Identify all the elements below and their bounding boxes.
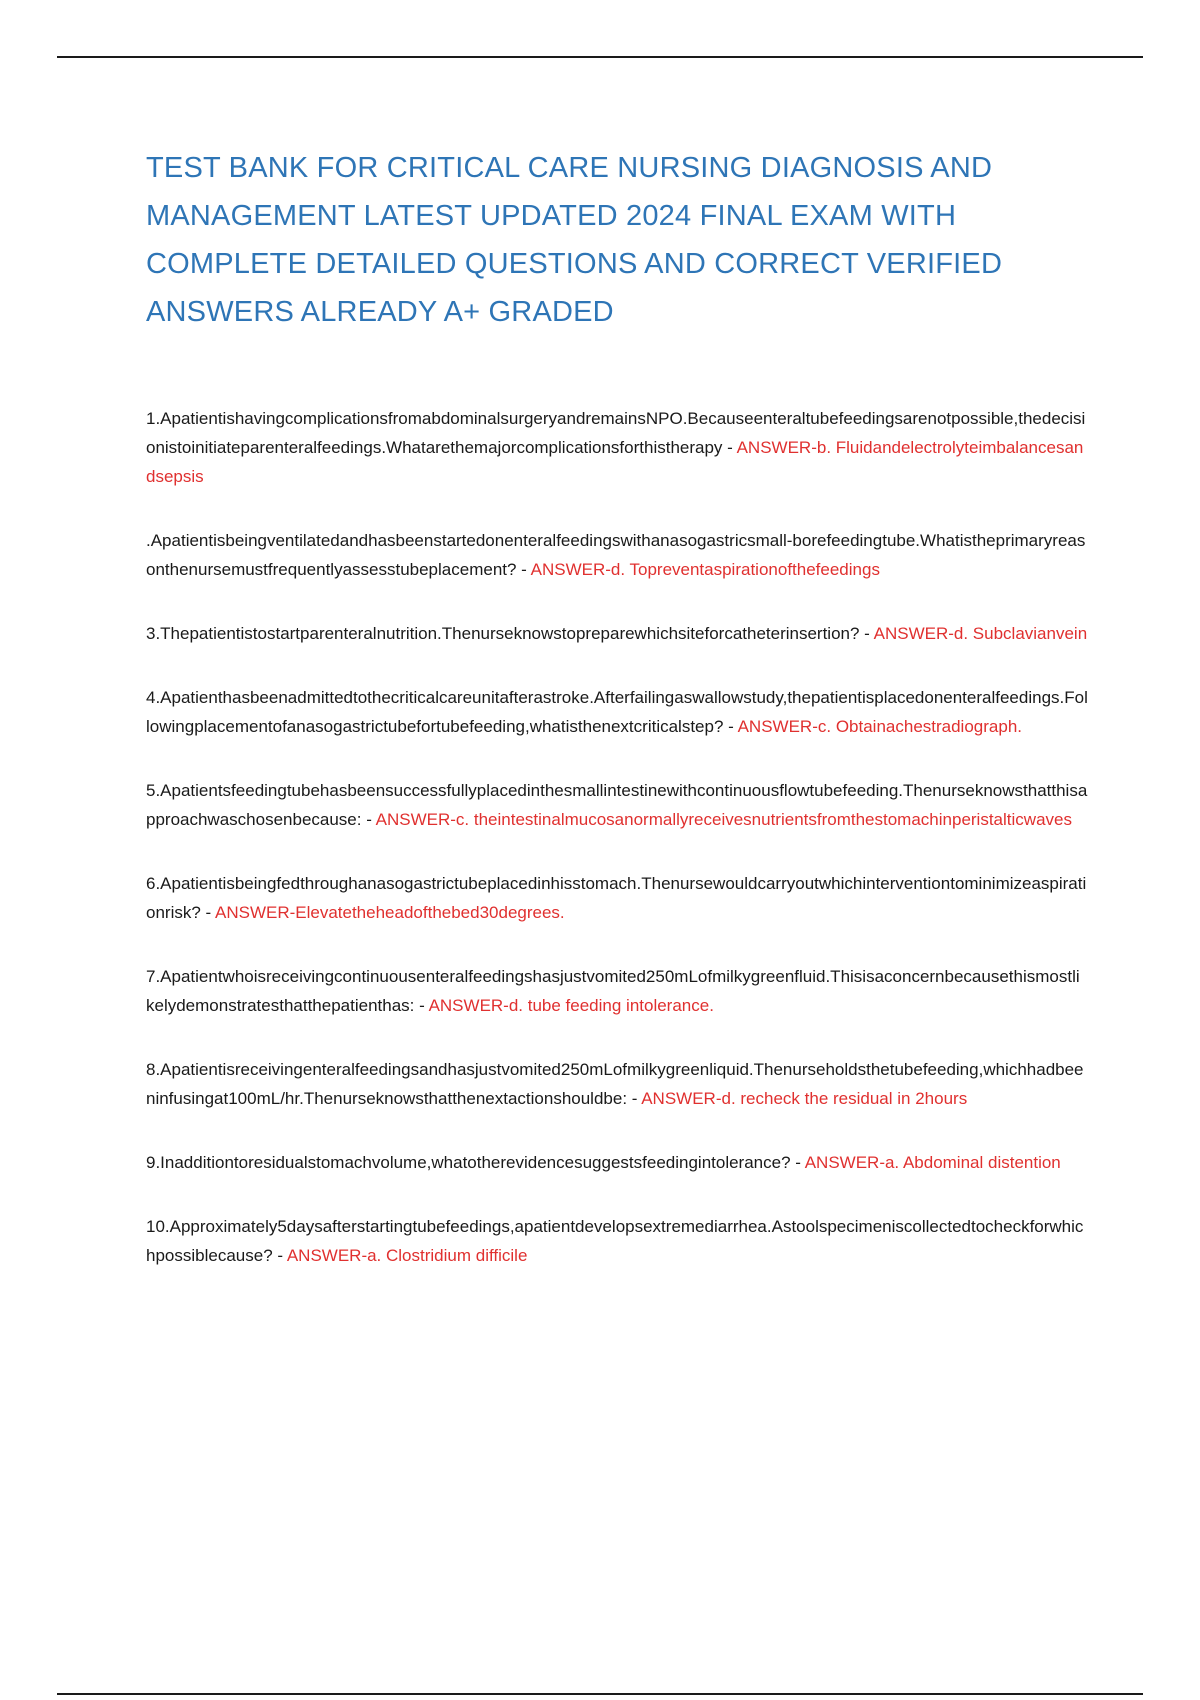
question-text: 5.Apatientsfeedingtubehasbeensuccessfullyplacedinthesmallintestinewithcontinuousflowtubefeeding.Thenurseknowsthatthisapproachwaschosenbecause: - <box>146 781 1088 829</box>
question-item-9 <box>146 1148 1088 1177</box>
question-item-3 <box>146 619 1088 648</box>
top-rule <box>57 56 1143 58</box>
answer-text: ANSWER-d. Subclavianvein <box>873 624 1088 643</box>
question-text: 1.ApatientishavingcomplicationsfromabdominalsurgeryandremainsNPO.Becauseenteraltubefeedingsarenotpossible,thedecisionistoinitiateparenteralfeedings.Whatarethemajorcomplicationsforthistherapy - <box>146 409 1086 457</box>
answer-text: ANSWER-a. Clostridium difficile <box>286 1246 528 1265</box>
question-text: 7.Apatientwhoisreceivingcontinuousenteralfeedingshasjustvomited250mLofmilkygreenfluid.Thisisaconcernbecausethismostlikelydemonstratesthatthepatienthas: - <box>146 967 1080 1015</box>
question-item-8 <box>146 1055 1088 1113</box>
question-item-5 <box>146 776 1088 834</box>
question-item-6 <box>146 869 1088 927</box>
question-item-7 <box>146 962 1088 1020</box>
answer-text: ANSWER-d. Topreventaspirationofthefeedings <box>530 560 880 579</box>
question-text: 3.Thepatientistostartparenteralnutrition.Thenurseknowstopreparewhichsiteforcatheterinsertion? - <box>146 624 874 643</box>
question-text: 8.Apatientisreceivingenteralfeedingsandhasjustvomited250mLofmilkygreenliquid.Thenurseholdsthetubefeeding,whichhadbeeninfusingat100mL/hr.Thenurseknowsthatthenextactionshouldbe: - <box>146 1060 1084 1108</box>
question-text: 9.Inadditiontoresidualstomachvolume,whatotherevidencesuggestsfeedingintolerance? - <box>146 1153 805 1172</box>
question-item-10 <box>146 1212 1088 1270</box>
question-text: 10.Approximately5daysafterstartingtubefeedings,apatientdevelopsextremediarrhea.Astoolspecimeniscollectedtocheckforwhichpossiblecause? - <box>146 1217 1084 1265</box>
question-item-2 <box>146 526 1088 584</box>
answer-text: ANSWER-Elevatetheheadofthebed30degrees. <box>214 903 565 922</box>
answer-text: ANSWER-d. tube feeding intolerance. <box>428 996 714 1015</box>
document-title: TEST BANK FOR CRITICAL CARE NURSING DIAGNOSIS AND MANAGEMENT LATEST UPDATED 2024 FINAL EXAM WITH COMPLETE DETAILED QUESTIONS AND CORRECT VERIFIED ANSWERS ALREADY A+ GRADED <box>146 152 1003 328</box>
answer-text: ANSWER-d. recheck the residual in 2hours <box>641 1089 968 1108</box>
question-text: 6.Apatientisbeingfedthroughanasogastrictubeplacedinhisstomach.Thenursewouldcarryoutwhichinterventiontominimizeaspirationrisk? - <box>146 874 1087 922</box>
question-item-1 <box>146 404 1088 491</box>
question-text: .Apatientisbeingventilatedandhasbeenstartedonenteralfeedingswithanasogastricsmall-borefeedingtube.Whatistheprimaryreasonthenursemustfrequentlyassesstubeplacement? - <box>146 531 1086 579</box>
answer-text: ANSWER-c. theintestinalmucosanormallyreceivesnutrientsfromthestomachinperistalticwaves <box>375 810 1072 829</box>
question-item-4 <box>146 683 1088 741</box>
question-text: 4.Apatienthasbeenadmittedtothecriticalcareunitafterastroke.Afterfailingaswallowstudy,thepatientisplacedonenteralfeedings.Followingplacementofanasogastrictubefortubefeeding,whatisthenextcriticalstep? - <box>146 688 1088 736</box>
answer-text: ANSWER-a. Abdominal distention <box>804 1153 1061 1172</box>
answer-text: ANSWER-b. Fluidandelectrolyteimbalancesandsepsis <box>146 438 1084 486</box>
bottom-rule <box>57 1693 1143 1695</box>
answer-text: ANSWER-c. Obtainachestradiograph. <box>737 717 1022 736</box>
question-list <box>146 404 1088 1305</box>
